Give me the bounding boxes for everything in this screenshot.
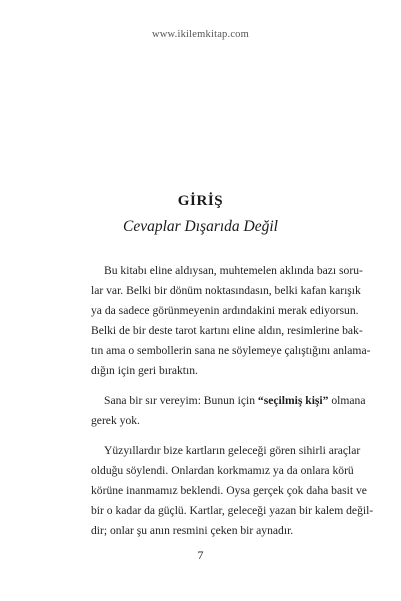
text-line: ya da sadece görünmeyenin ardındakini merak ediyorsun. [91, 304, 359, 317]
text-line: dığın için geri bıraktın. [91, 364, 198, 377]
paragraph-1 [91, 261, 371, 381]
text-line: lar var. Belki bir dönüm noktasındasın, belki kafan karışık [91, 284, 361, 297]
page-number: 7 [197, 548, 204, 562]
text-line: körüne inanmamız beklendi. Oysa gerçek çok daha basit ve [91, 484, 367, 497]
chapter-subtitle: Cevaplar Dışarıda Değil [123, 218, 278, 235]
text-segment: olmana [328, 394, 366, 407]
text-line: Bu kitabı eline aldıysan, muhtemelen aklında bazı soru- [104, 264, 363, 277]
text-segment: Sana bir sır vereyim: Bunun için [104, 394, 258, 407]
text-line: bir o kadar da güçlü. Kartlar, geleceği yazan bir kalem değil- [91, 504, 374, 517]
emphasized-phrase: “seçilmiş kişi” [257, 394, 329, 407]
paragraph-3 [91, 441, 374, 541]
text-line: gerek yok. [91, 414, 140, 427]
body-text [91, 261, 374, 551]
text-line: dir; onlar şu anın resmini çeken bir aynadır. [91, 524, 294, 537]
text-line: Belki de bir deste tarot kartını eline aldın, resimlerine bak- [91, 324, 363, 337]
header-url: www.ikilemkitap.com [151, 29, 250, 40]
chapter-title: GİRİŞ [177, 193, 224, 209]
text-line: Yüzyıllardır bize kartların geleceği gören sihirli araçlar [104, 444, 361, 457]
text-line: tın ama o sembollerin sana ne söylemeye çalıştığını anlama- [91, 344, 371, 357]
text-line: olduğu söylendi. Onlardan korkmamız ya da onlara körü [91, 464, 354, 477]
text-line [91, 391, 366, 411]
paragraph-2 [91, 391, 366, 431]
